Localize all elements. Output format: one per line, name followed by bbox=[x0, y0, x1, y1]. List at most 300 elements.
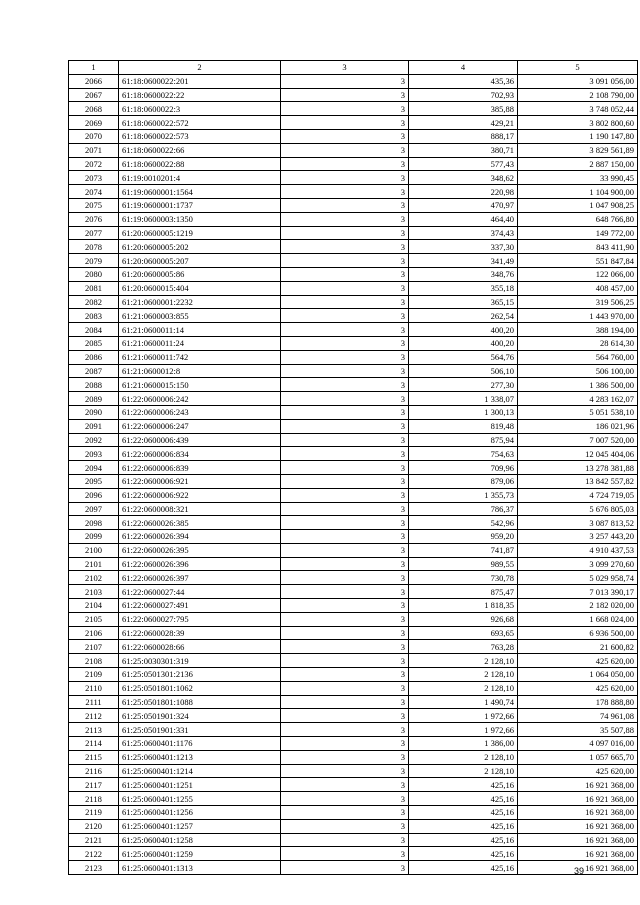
cadastral-number-cell: 61:22:0600006:247 bbox=[119, 419, 281, 433]
table-row bbox=[69, 240, 638, 254]
value-cell: 1 668 024,00 bbox=[518, 612, 638, 626]
value-cell: 74 961,08 bbox=[518, 709, 638, 723]
value-cell: 1 443 970,00 bbox=[518, 309, 638, 323]
value-cell: 35 507,88 bbox=[518, 723, 638, 737]
cadastral-number-cell: 61:18:0600022:88 bbox=[119, 157, 281, 171]
area-cell: 693,65 bbox=[409, 626, 518, 640]
value-cell: 1 047 908,25 bbox=[518, 198, 638, 212]
value-cell: 1 386 500,00 bbox=[518, 378, 638, 392]
area-cell: 1 972,66 bbox=[409, 723, 518, 737]
table-row bbox=[69, 668, 638, 682]
column-header-3: 3 bbox=[281, 61, 409, 75]
area-cell: 709,96 bbox=[409, 461, 518, 475]
row-number-cell: 2095 bbox=[69, 474, 119, 488]
value-cell: 122 066,00 bbox=[518, 267, 638, 281]
cadastral-number-cell: 61:25:0600401:1255 bbox=[119, 792, 281, 806]
area-cell: 786,37 bbox=[409, 502, 518, 516]
table-row bbox=[69, 640, 638, 654]
cadastral-number-cell: 61:22:0600006:243 bbox=[119, 405, 281, 419]
value-cell: 506 100,00 bbox=[518, 364, 638, 378]
area-cell: 1 300,13 bbox=[409, 405, 518, 419]
value-cell: 5 051 538,10 bbox=[518, 405, 638, 419]
cadastral-number-cell: 61:19:0010201:4 bbox=[119, 171, 281, 185]
group-code-cell: 3 bbox=[281, 88, 409, 102]
cadastral-number-cell: 61:22:0600026:394 bbox=[119, 530, 281, 544]
cadastral-number-cell: 61:25:0600401:1214 bbox=[119, 764, 281, 778]
group-code-cell: 3 bbox=[281, 723, 409, 737]
cadastral-value-table bbox=[68, 60, 638, 875]
table-row bbox=[69, 116, 638, 130]
area-cell: 262,54 bbox=[409, 309, 518, 323]
area-cell: 385,88 bbox=[409, 102, 518, 116]
group-code-cell: 3 bbox=[281, 295, 409, 309]
area-cell: 425,16 bbox=[409, 847, 518, 861]
group-code-cell: 3 bbox=[281, 668, 409, 682]
row-number-cell: 2111 bbox=[69, 695, 119, 709]
row-number-cell: 2097 bbox=[69, 502, 119, 516]
group-code-cell: 3 bbox=[281, 530, 409, 544]
value-cell: 3 087 813,52 bbox=[518, 516, 638, 530]
value-cell: 1 057 665,70 bbox=[518, 750, 638, 764]
cadastral-number-cell: 61:19:0600001:1564 bbox=[119, 185, 281, 199]
group-code-cell: 3 bbox=[281, 626, 409, 640]
row-number-cell: 2086 bbox=[69, 350, 119, 364]
cadastral-number-cell: 61:20:0600005:202 bbox=[119, 240, 281, 254]
table-row bbox=[69, 833, 638, 847]
value-cell: 7 013 390,17 bbox=[518, 585, 638, 599]
area-cell: 425,16 bbox=[409, 806, 518, 820]
table-row bbox=[69, 295, 638, 309]
row-number-cell: 2072 bbox=[69, 157, 119, 171]
group-code-cell: 3 bbox=[281, 585, 409, 599]
cadastral-number-cell: 61:22:0600006:834 bbox=[119, 447, 281, 461]
table-row bbox=[69, 750, 638, 764]
cadastral-number-cell: 61:22:0600008:321 bbox=[119, 502, 281, 516]
value-cell: 16 921 368,00 bbox=[518, 833, 638, 847]
area-cell: 464,40 bbox=[409, 212, 518, 226]
area-cell: 875,94 bbox=[409, 433, 518, 447]
cadastral-number-cell: 61:22:0600026:396 bbox=[119, 557, 281, 571]
value-cell: 408 457,00 bbox=[518, 281, 638, 295]
value-cell: 1 064 050,00 bbox=[518, 668, 638, 682]
group-code-cell: 3 bbox=[281, 571, 409, 585]
cadastral-number-cell: 61:25:0501901:324 bbox=[119, 709, 281, 723]
area-cell: 400,20 bbox=[409, 336, 518, 350]
row-number-cell: 2089 bbox=[69, 392, 119, 406]
table-row bbox=[69, 143, 638, 157]
value-cell: 1 190 147,80 bbox=[518, 129, 638, 143]
group-code-cell: 3 bbox=[281, 792, 409, 806]
column-header-4: 4 bbox=[409, 61, 518, 75]
row-number-cell: 2094 bbox=[69, 461, 119, 475]
value-cell: 16 921 368,00 bbox=[518, 819, 638, 833]
cadastral-number-cell: 61:22:0600028:39 bbox=[119, 626, 281, 640]
cadastral-number-cell: 61:22:0600006:922 bbox=[119, 488, 281, 502]
area-cell: 888,17 bbox=[409, 129, 518, 143]
table-row bbox=[69, 336, 638, 350]
row-number-cell: 2105 bbox=[69, 612, 119, 626]
group-code-cell: 3 bbox=[281, 447, 409, 461]
table-row bbox=[69, 792, 638, 806]
value-cell: 843 411,90 bbox=[518, 240, 638, 254]
table-row bbox=[69, 778, 638, 792]
cadastral-number-cell: 61:22:0600027:795 bbox=[119, 612, 281, 626]
area-cell: 577,43 bbox=[409, 157, 518, 171]
cadastral-number-cell: 61:21:0600015:150 bbox=[119, 378, 281, 392]
value-cell: 1 104 900,00 bbox=[518, 185, 638, 199]
value-cell: 425 620,00 bbox=[518, 654, 638, 668]
cadastral-number-cell: 61:25:0600401:1256 bbox=[119, 806, 281, 820]
column-header-5: 5 bbox=[518, 61, 638, 75]
row-number-cell: 2088 bbox=[69, 378, 119, 392]
group-code-cell: 3 bbox=[281, 695, 409, 709]
row-number-cell: 2070 bbox=[69, 129, 119, 143]
row-number-cell: 2073 bbox=[69, 171, 119, 185]
value-cell: 319 506,25 bbox=[518, 295, 638, 309]
area-cell: 819,48 bbox=[409, 419, 518, 433]
cadastral-number-cell: 61:25:0600401:1213 bbox=[119, 750, 281, 764]
cadastral-number-cell: 61:19:0600001:1737 bbox=[119, 198, 281, 212]
row-number-cell: 2080 bbox=[69, 267, 119, 281]
cadastral-number-cell: 61:20:0600005:86 bbox=[119, 267, 281, 281]
group-code-cell: 3 bbox=[281, 129, 409, 143]
table-row bbox=[69, 281, 638, 295]
value-cell: 5 676 805,03 bbox=[518, 502, 638, 516]
area-cell: 341,49 bbox=[409, 254, 518, 268]
value-cell: 16 921 368,00 bbox=[518, 806, 638, 820]
cadastral-number-cell: 61:20:0600005:1219 bbox=[119, 226, 281, 240]
group-code-cell: 3 bbox=[281, 212, 409, 226]
row-number-cell: 2103 bbox=[69, 585, 119, 599]
value-cell: 16 921 368,00 bbox=[518, 861, 638, 875]
row-number-cell: 2083 bbox=[69, 309, 119, 323]
table-row bbox=[69, 695, 638, 709]
table-body bbox=[69, 74, 638, 874]
row-number-cell: 2093 bbox=[69, 447, 119, 461]
cadastral-number-cell: 61:18:0600022:573 bbox=[119, 129, 281, 143]
row-number-cell: 2076 bbox=[69, 212, 119, 226]
row-number-cell: 2074 bbox=[69, 185, 119, 199]
table-row bbox=[69, 433, 638, 447]
cadastral-number-cell: 61:18:0600022:572 bbox=[119, 116, 281, 130]
area-cell: 754,63 bbox=[409, 447, 518, 461]
area-cell: 220,98 bbox=[409, 185, 518, 199]
group-code-cell: 3 bbox=[281, 240, 409, 254]
table-row bbox=[69, 681, 638, 695]
value-cell: 33 990,45 bbox=[518, 171, 638, 185]
area-cell: 2 128,10 bbox=[409, 668, 518, 682]
group-code-cell: 3 bbox=[281, 226, 409, 240]
value-cell: 13 842 557,82 bbox=[518, 474, 638, 488]
table-row bbox=[69, 198, 638, 212]
value-cell: 16 921 368,00 bbox=[518, 778, 638, 792]
value-cell: 21 600,82 bbox=[518, 640, 638, 654]
value-cell: 3 099 270,60 bbox=[518, 557, 638, 571]
row-number-cell: 2091 bbox=[69, 419, 119, 433]
table-row bbox=[69, 102, 638, 116]
area-cell: 1 972,66 bbox=[409, 709, 518, 723]
table-row bbox=[69, 723, 638, 737]
area-cell: 926,68 bbox=[409, 612, 518, 626]
group-code-cell: 3 bbox=[281, 640, 409, 654]
group-code-cell: 3 bbox=[281, 612, 409, 626]
row-number-cell: 2121 bbox=[69, 833, 119, 847]
row-number-cell: 2066 bbox=[69, 74, 119, 88]
table-row bbox=[69, 847, 638, 861]
table-row bbox=[69, 709, 638, 723]
table-row bbox=[69, 350, 638, 364]
group-code-cell: 3 bbox=[281, 433, 409, 447]
row-number-cell: 2101 bbox=[69, 557, 119, 571]
group-code-cell: 3 bbox=[281, 392, 409, 406]
table-row bbox=[69, 323, 638, 337]
cadastral-number-cell: 61:22:0600006:921 bbox=[119, 474, 281, 488]
table-row bbox=[69, 516, 638, 530]
area-cell: 2 128,10 bbox=[409, 654, 518, 668]
area-cell: 989,55 bbox=[409, 557, 518, 571]
table-row bbox=[69, 599, 638, 613]
group-code-cell: 3 bbox=[281, 198, 409, 212]
table-row bbox=[69, 764, 638, 778]
group-code-cell: 3 bbox=[281, 254, 409, 268]
cadastral-number-cell: 61:22:0600006:839 bbox=[119, 461, 281, 475]
group-code-cell: 3 bbox=[281, 654, 409, 668]
cadastral-number-cell: 61:25:0600401:1259 bbox=[119, 847, 281, 861]
area-cell: 425,16 bbox=[409, 861, 518, 875]
cadastral-number-cell: 61:21:0600003:855 bbox=[119, 309, 281, 323]
row-number-cell: 2113 bbox=[69, 723, 119, 737]
group-code-cell: 3 bbox=[281, 364, 409, 378]
cadastral-number-cell: 61:18:0600022:66 bbox=[119, 143, 281, 157]
group-code-cell: 3 bbox=[281, 323, 409, 337]
row-number-cell: 2123 bbox=[69, 861, 119, 875]
table-row bbox=[69, 419, 638, 433]
group-code-cell: 3 bbox=[281, 405, 409, 419]
group-code-cell: 3 bbox=[281, 806, 409, 820]
group-code-cell: 3 bbox=[281, 681, 409, 695]
group-code-cell: 3 bbox=[281, 309, 409, 323]
group-code-cell: 3 bbox=[281, 599, 409, 613]
table-row bbox=[69, 543, 638, 557]
table-row bbox=[69, 474, 638, 488]
row-number-cell: 2110 bbox=[69, 681, 119, 695]
value-cell: 3 257 443,20 bbox=[518, 530, 638, 544]
cadastral-number-cell: 61:22:0600026:395 bbox=[119, 543, 281, 557]
table-row bbox=[69, 626, 638, 640]
row-number-cell: 2117 bbox=[69, 778, 119, 792]
value-cell: 178 888,80 bbox=[518, 695, 638, 709]
row-number-cell: 2085 bbox=[69, 336, 119, 350]
row-number-cell: 2106 bbox=[69, 626, 119, 640]
table-row bbox=[69, 378, 638, 392]
group-code-cell: 3 bbox=[281, 281, 409, 295]
table-row bbox=[69, 737, 638, 751]
group-code-cell: 3 bbox=[281, 116, 409, 130]
row-number-cell: 2081 bbox=[69, 281, 119, 295]
group-code-cell: 3 bbox=[281, 488, 409, 502]
group-code-cell: 3 bbox=[281, 819, 409, 833]
table-row bbox=[69, 447, 638, 461]
row-number-cell: 2115 bbox=[69, 750, 119, 764]
page-number: 39 bbox=[573, 866, 584, 876]
group-code-cell: 3 bbox=[281, 543, 409, 557]
value-cell: 149 772,00 bbox=[518, 226, 638, 240]
area-cell: 355,18 bbox=[409, 281, 518, 295]
row-number-cell: 2082 bbox=[69, 295, 119, 309]
value-cell: 3 091 056,00 bbox=[518, 74, 638, 88]
table-row bbox=[69, 530, 638, 544]
value-cell: 5 029 958,74 bbox=[518, 571, 638, 585]
value-cell: 16 921 368,00 bbox=[518, 847, 638, 861]
group-code-cell: 3 bbox=[281, 557, 409, 571]
table-row bbox=[69, 88, 638, 102]
cadastral-number-cell: 61:22:0600027:44 bbox=[119, 585, 281, 599]
cadastral-number-cell: 61:21:0600012:8 bbox=[119, 364, 281, 378]
value-cell: 6 936 500,00 bbox=[518, 626, 638, 640]
area-cell: 506,10 bbox=[409, 364, 518, 378]
value-cell: 648 766,80 bbox=[518, 212, 638, 226]
cadastral-number-cell: 61:21:0600011:14 bbox=[119, 323, 281, 337]
column-header-2: 2 bbox=[119, 61, 281, 75]
group-code-cell: 3 bbox=[281, 350, 409, 364]
value-cell: 4 724 719,05 bbox=[518, 488, 638, 502]
cadastral-number-cell: 61:21:0600001:2232 bbox=[119, 295, 281, 309]
cadastral-number-cell: 61:18:0600022:3 bbox=[119, 102, 281, 116]
cadastral-number-cell: 61:25:0600401:1176 bbox=[119, 737, 281, 751]
group-code-cell: 3 bbox=[281, 502, 409, 516]
table-row bbox=[69, 654, 638, 668]
table-row bbox=[69, 806, 638, 820]
value-cell: 2 108 790,00 bbox=[518, 88, 638, 102]
table-row bbox=[69, 309, 638, 323]
table-row bbox=[69, 585, 638, 599]
table-row bbox=[69, 861, 638, 875]
area-cell: 1 338,07 bbox=[409, 392, 518, 406]
group-code-cell: 3 bbox=[281, 185, 409, 199]
table-row bbox=[69, 364, 638, 378]
value-cell: 3 829 561,89 bbox=[518, 143, 638, 157]
cadastral-number-cell: 61:19:0600003:1350 bbox=[119, 212, 281, 226]
cadastral-number-cell: 61:21:0600011:742 bbox=[119, 350, 281, 364]
area-cell: 875,47 bbox=[409, 585, 518, 599]
area-cell: 365,15 bbox=[409, 295, 518, 309]
group-code-cell: 3 bbox=[281, 461, 409, 475]
value-cell: 4 283 162,07 bbox=[518, 392, 638, 406]
header-row bbox=[69, 61, 638, 75]
cadastral-number-cell: 61:20:0600015:404 bbox=[119, 281, 281, 295]
area-cell: 425,16 bbox=[409, 778, 518, 792]
area-cell: 425,16 bbox=[409, 833, 518, 847]
column-header-1: 1 bbox=[69, 61, 119, 75]
value-cell: 3 748 052,44 bbox=[518, 102, 638, 116]
area-cell: 1 355,73 bbox=[409, 488, 518, 502]
area-cell: 1 818,35 bbox=[409, 599, 518, 613]
area-cell: 763,28 bbox=[409, 640, 518, 654]
value-cell: 564 760,00 bbox=[518, 350, 638, 364]
row-number-cell: 2118 bbox=[69, 792, 119, 806]
table-row bbox=[69, 557, 638, 571]
group-code-cell: 3 bbox=[281, 474, 409, 488]
table-row bbox=[69, 226, 638, 240]
cadastral-number-cell: 61:25:0600401:1257 bbox=[119, 819, 281, 833]
value-cell: 425 620,00 bbox=[518, 764, 638, 778]
table-row bbox=[69, 488, 638, 502]
row-number-cell: 2090 bbox=[69, 405, 119, 419]
group-code-cell: 3 bbox=[281, 171, 409, 185]
group-code-cell: 3 bbox=[281, 378, 409, 392]
area-cell: 730,78 bbox=[409, 571, 518, 585]
area-cell: 879,06 bbox=[409, 474, 518, 488]
cadastral-number-cell: 61:18:0600022:201 bbox=[119, 74, 281, 88]
area-cell: 277,30 bbox=[409, 378, 518, 392]
row-number-cell: 2102 bbox=[69, 571, 119, 585]
row-number-cell: 2069 bbox=[69, 116, 119, 130]
cadastral-number-cell: 61:25:0501301:2136 bbox=[119, 668, 281, 682]
value-cell: 12 045 404,06 bbox=[518, 447, 638, 461]
table-row bbox=[69, 392, 638, 406]
area-cell: 400,20 bbox=[409, 323, 518, 337]
value-cell: 4 910 437,53 bbox=[518, 543, 638, 557]
row-number-cell: 2099 bbox=[69, 530, 119, 544]
row-number-cell: 2114 bbox=[69, 737, 119, 751]
group-code-cell: 3 bbox=[281, 737, 409, 751]
area-cell: 959,20 bbox=[409, 530, 518, 544]
row-number-cell: 2098 bbox=[69, 516, 119, 530]
table-row bbox=[69, 502, 638, 516]
area-cell: 348,62 bbox=[409, 171, 518, 185]
cadastral-number-cell: 61:25:0501801:1062 bbox=[119, 681, 281, 695]
group-code-cell: 3 bbox=[281, 157, 409, 171]
row-number-cell: 2119 bbox=[69, 806, 119, 820]
group-code-cell: 3 bbox=[281, 847, 409, 861]
cadastral-number-cell: 61:21:0600011:24 bbox=[119, 336, 281, 350]
table-row bbox=[69, 74, 638, 88]
cadastral-number-cell: 61:25:0030301:319 bbox=[119, 654, 281, 668]
cadastral-number-cell: 61:25:0501801:1088 bbox=[119, 695, 281, 709]
table-row bbox=[69, 819, 638, 833]
value-cell: 7 007 520,00 bbox=[518, 433, 638, 447]
group-code-cell: 3 bbox=[281, 861, 409, 875]
group-code-cell: 3 bbox=[281, 764, 409, 778]
row-number-cell: 2104 bbox=[69, 599, 119, 613]
cadastral-number-cell: 61:22:0600027:491 bbox=[119, 599, 281, 613]
group-code-cell: 3 bbox=[281, 336, 409, 350]
row-number-cell: 2112 bbox=[69, 709, 119, 723]
area-cell: 2 128,10 bbox=[409, 764, 518, 778]
row-number-cell: 2078 bbox=[69, 240, 119, 254]
area-cell: 435,36 bbox=[409, 74, 518, 88]
area-cell: 702,93 bbox=[409, 88, 518, 102]
value-cell: 186 021,96 bbox=[518, 419, 638, 433]
group-code-cell: 3 bbox=[281, 102, 409, 116]
cadastral-number-cell: 61:25:0600401:1251 bbox=[119, 778, 281, 792]
cadastral-number-cell: 61:22:0600006:242 bbox=[119, 392, 281, 406]
value-cell: 3 802 800,60 bbox=[518, 116, 638, 130]
group-code-cell: 3 bbox=[281, 74, 409, 88]
area-cell: 425,16 bbox=[409, 819, 518, 833]
cadastral-number-cell: 61:22:0600026:385 bbox=[119, 516, 281, 530]
row-number-cell: 2067 bbox=[69, 88, 119, 102]
group-code-cell: 3 bbox=[281, 778, 409, 792]
group-code-cell: 3 bbox=[281, 419, 409, 433]
row-number-cell: 2068 bbox=[69, 102, 119, 116]
area-cell: 1 490,74 bbox=[409, 695, 518, 709]
cadastral-number-cell: 61:22:0600026:397 bbox=[119, 571, 281, 585]
cadastral-number-cell: 61:22:0600028:66 bbox=[119, 640, 281, 654]
table-row bbox=[69, 171, 638, 185]
table-row bbox=[69, 571, 638, 585]
table-row bbox=[69, 461, 638, 475]
